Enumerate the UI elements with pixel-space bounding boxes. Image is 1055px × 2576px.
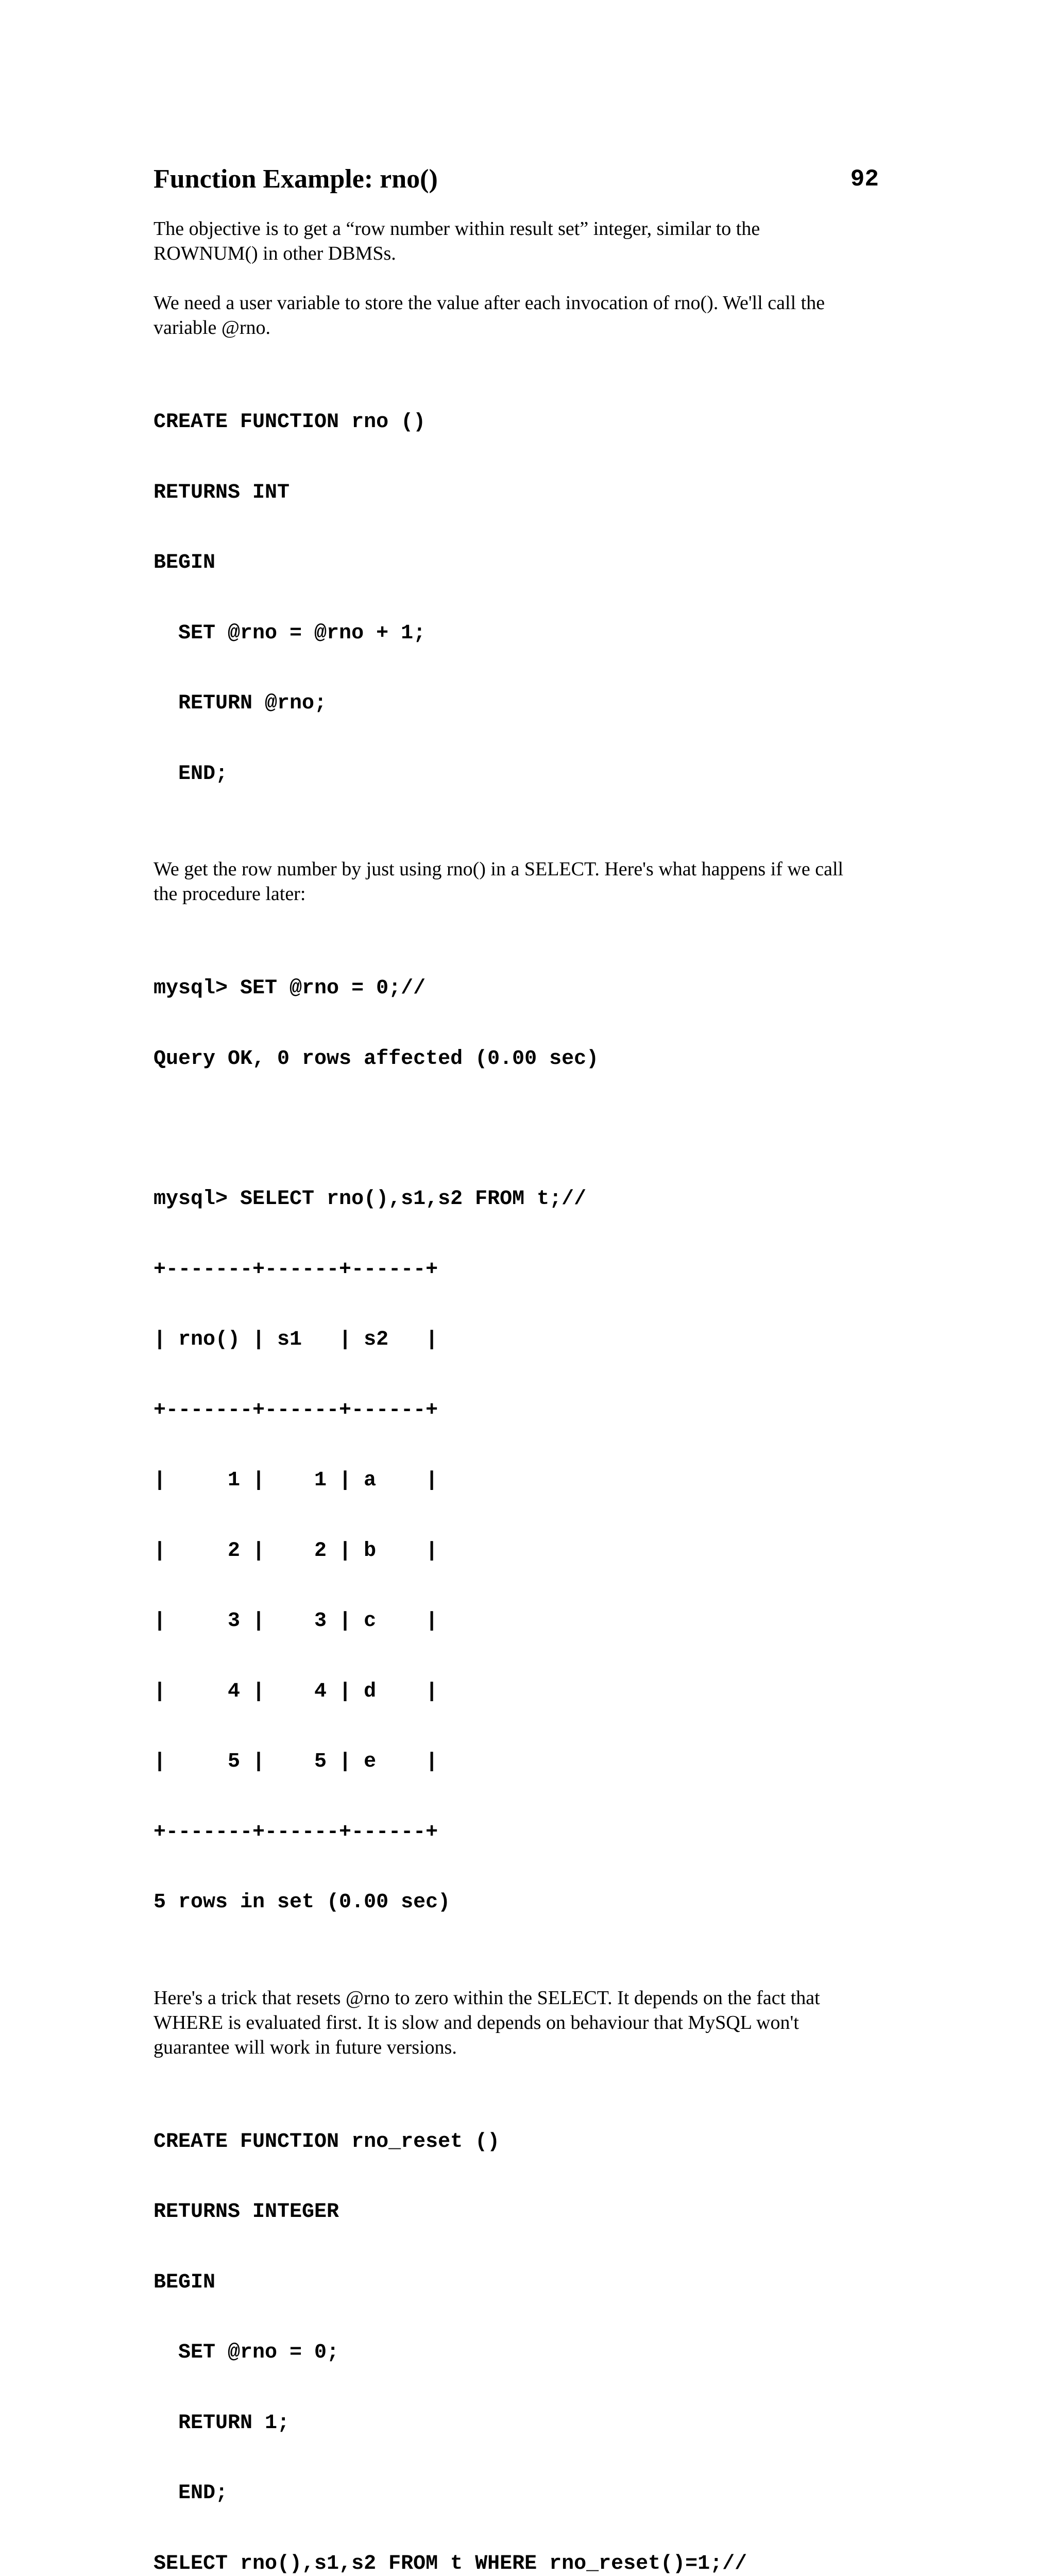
paragraph-user-variable xyxy=(154,291,885,340)
code-line: +-------+------+------+ xyxy=(154,1399,885,1422)
text-line: variable @rno. xyxy=(154,315,885,340)
code-line: | 5 | 5 | e | xyxy=(154,1750,885,1774)
paragraph-row-number xyxy=(154,857,885,906)
code-line: +-------+------+------+ xyxy=(154,1258,885,1282)
page-header xyxy=(154,163,885,196)
code-line: RETURNS INTEGER xyxy=(154,2200,885,2224)
page-number: 92 xyxy=(850,163,879,196)
code-line: CREATE FUNCTION rno () xyxy=(154,411,885,434)
document-page xyxy=(154,163,885,2576)
text-line: ROWNUM() in other DBMSs. xyxy=(154,241,885,266)
code-line: +-------+------+------+ xyxy=(154,1821,885,1844)
code-line: BEGIN xyxy=(154,2271,885,2295)
paragraph-objective xyxy=(154,216,885,266)
code-block-select-output xyxy=(154,1141,885,1961)
code-line: RETURN 1; xyxy=(154,2412,885,2435)
code-line: END; xyxy=(154,762,885,786)
text-line: the procedure later: xyxy=(154,882,885,906)
page-title: Function Example: rno() xyxy=(154,163,438,196)
code-line: SET @rno = @rno + 1; xyxy=(154,622,885,646)
code-line: | 4 | 4 | d | xyxy=(154,1680,885,1704)
code-line: BEGIN xyxy=(154,551,885,575)
code-line: | 3 | 3 | c | xyxy=(154,1609,885,1633)
text-line: Here's a trick that resets @rno to zero within the SELECT. It depends on the fact that xyxy=(154,1986,885,2010)
code-line: RETURN @rno; xyxy=(154,692,885,716)
code-line: SELECT rno(),s1,s2 FROM t WHERE rno_reset()=1;// xyxy=(154,2552,885,2576)
code-block-create-rno xyxy=(154,364,885,833)
code-line: mysql> SELECT rno(),s1,s2 FROM t;// xyxy=(154,1188,885,1211)
text-line: We need a user variable to store the value after each invocation of rno(). We'll call the xyxy=(154,291,885,315)
code-line: RETURNS INT xyxy=(154,481,885,505)
text-line: The objective is to get a “row number within result set” integer, similar to the xyxy=(154,216,885,241)
code-line: END; xyxy=(154,2482,885,2505)
code-line: | 2 | 2 | b | xyxy=(154,1539,885,1563)
code-line: CREATE FUNCTION rno_reset () xyxy=(154,2130,885,2154)
text-line: WHERE is evaluated first. It is slow and depends on behaviour that MySQL won't xyxy=(154,2010,885,2035)
code-line: mysql> SET @rno = 0;// xyxy=(154,977,885,1001)
code-block-create-rno-reset xyxy=(154,2083,885,2576)
code-line: 5 rows in set (0.00 sec) xyxy=(154,1891,885,1914)
text-line: We get the row number by just using rno() in a SELECT. Here's what happens if we call xyxy=(154,857,885,882)
code-line: | rno() | s1 | s2 | xyxy=(154,1328,885,1352)
paragraph-reset-trick xyxy=(154,1986,885,2060)
code-line: SET @rno = 0; xyxy=(154,2341,885,2365)
code-line: | 1 | 1 | a | xyxy=(154,1469,885,1493)
text-line: guarantee will work in future versions. xyxy=(154,2035,885,2060)
code-block-set-rno xyxy=(154,930,885,1117)
code-line: Query OK, 0 rows affected (0.00 sec) xyxy=(154,1047,885,1071)
